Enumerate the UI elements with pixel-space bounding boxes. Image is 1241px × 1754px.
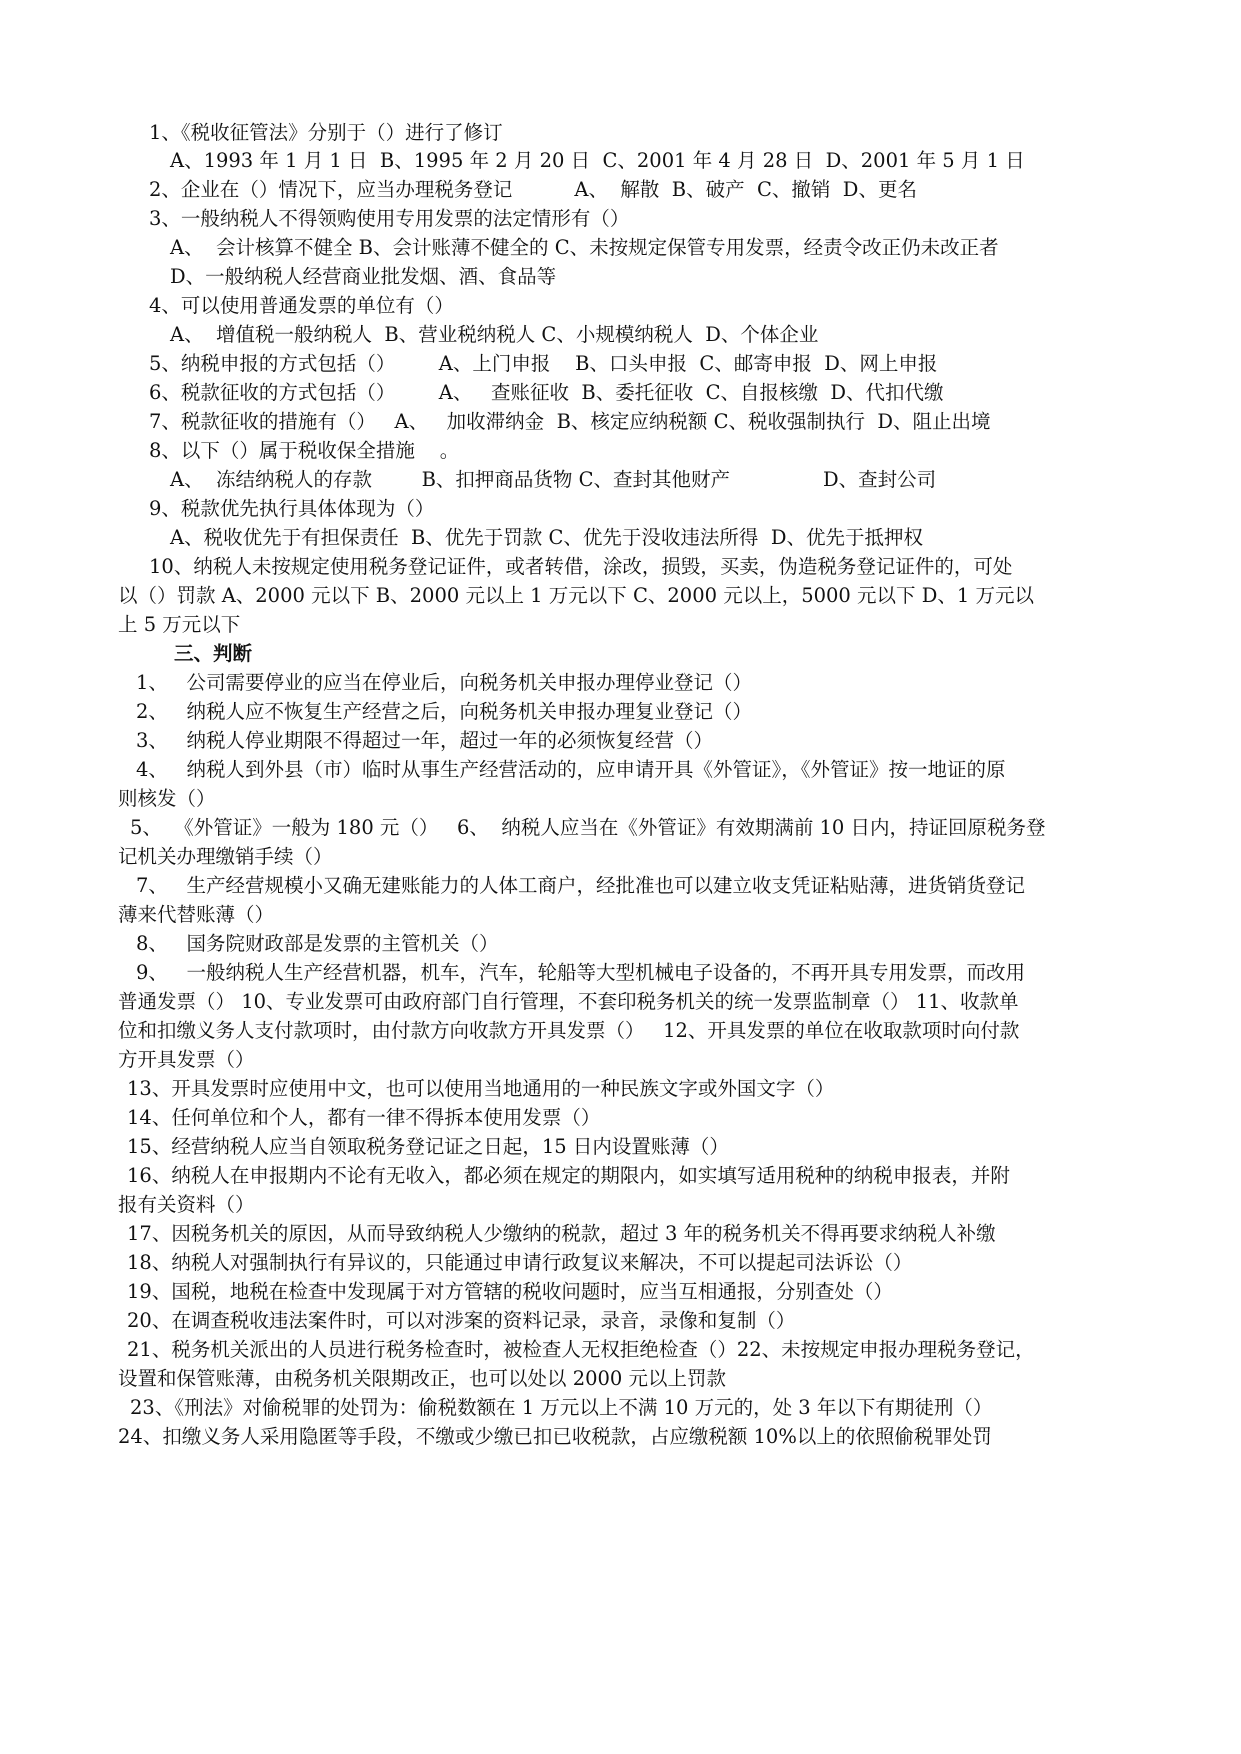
question-3-option-d: D、一般纳税人经营商业批发烟、酒、食品等: [170, 265, 557, 288]
judgment-19: 19、国税，地税在检查中发现属于对方管辖的税收问题时，应当互相通报，分别查处（）: [127, 1280, 893, 1303]
question-4-text: 4、可以使用普通发票的单位有（）: [149, 294, 454, 317]
judgment-7-continued: 薄来代替账薄（）: [118, 903, 275, 926]
judgment-23: 23、《刑法》对偷税罪的处罚为：偷税数额在 1 万元以上不满 10 万元的，处 3 年以下有期徒刑（）: [130, 1396, 993, 1419]
judgment-6-continued: 记机关办理缴销手续（）: [118, 845, 333, 868]
judgment-20: 20、在调查税收违法案件时，可以对涉案的资料记录，录音，录像和复制（）: [127, 1309, 796, 1332]
judgment-4-continued: 则核发（）: [118, 787, 216, 810]
judgment-8: 8、 国务院财政部是发票的主管机关（）: [136, 932, 499, 955]
judgment-21-22: 21、税务机关派出的人员进行税务检查时，被检查人无权拒绝检查（）22、未按规定申报办理税务登记，: [127, 1338, 1035, 1361]
judgment-18: 18、纳税人对强制执行有异议的，只能通过申请行政复议来解决，不可以提起司法诉讼（）: [127, 1251, 913, 1274]
judgment-12-continued: 方开具发票（）: [118, 1048, 255, 1071]
judgment-22-continued: 设置和保管账薄，由税务机关限期改正，也可以处以 2000 元以上罚款: [118, 1367, 727, 1390]
judgment-15: 15、经营纳税人应当自领取税务登记证之日起，15 日内设置账薄（）: [127, 1135, 729, 1158]
question-6-text: 6、税款征收的方式包括（） A、 查账征收 B、委托征收 C、自报核缴 D、代扣代缴: [149, 381, 944, 404]
question-8-text: 8、以下（）属于税收保全措施 。: [149, 439, 460, 462]
question-7-text: 7、税款征收的措施有（） A、 加收滞纳金 B、核定应纳税额 C、税收强制执行 D、阻止出境: [149, 410, 991, 433]
question-1-text: 1、《税收征管法》分别于（）进行了修订: [149, 121, 503, 144]
judgment-17: 17、因税务机关的原因，从而导致纳税人少缴纳的税款，超过 3 年的税务机关不得再要求纳税人补缴: [127, 1222, 996, 1245]
question-4-options: A、 增值税一般纳税人 B、营业税纳税人 C、小规模纳税人 D、个体企业: [170, 323, 819, 346]
question-2-text: 2、企业在（）情况下，应当办理税务登记 A、 解散 B、破产 C、撤销 D、更名: [149, 178, 917, 201]
judgment-14: 14、任何单位和个人，都有一律不得拆本使用发票（）: [127, 1106, 601, 1129]
judgment-9-12-continued: 普通发票（） 10、专业发票可由政府部门自行管理，不套印税务机关的统一发票监制章（） 11、收款单: [118, 990, 1019, 1013]
question-9-options: A、税收优先于有担保责任 B、优先于罚款 C、优先于没收违法所得 D、优先于抵押权: [170, 526, 923, 549]
judgment-4: 4、 纳税人到外县（市）临时从事生产经营活动的，应申请开具《外管证》，《外管证》按一地证的原: [136, 758, 1006, 781]
question-9-text: 9、税款优先执行具体体现为（）: [149, 497, 435, 520]
judgment-13: 13、开具发票时应使用中文，也可以使用当地通用的一种民族文字或外国文字（）: [127, 1077, 835, 1100]
judgment-5-6: 5、 《外管证》一般为 180 元（） 6、 纳税人应当在《外管证》有效期满前 10 日内，持证回原税务登: [130, 816, 1046, 839]
question-1-options: A、1993 年 1 月 1 日 B、1995 年 2 月 20 日 C、2001 年 4 月 28 日 D、2001 年 5 月 1 日: [170, 149, 1025, 172]
judgment-3: 3、 纳税人停业期限不得超过一年，超过一年的必须恢复经营（）: [136, 729, 714, 752]
judgment-16-continued: 报有关资料（）: [118, 1193, 255, 1216]
judgment-1: 1、 公司需要停业的应当在停业后，向税务机关申报办理停业登记（）: [136, 671, 753, 694]
judgment-9: 9、 一般纳税人生产经营机器，机车，汽车，轮船等大型机械电子设备的，不再开具专用发票，而改用: [136, 961, 1026, 984]
question-3-options: A、 会计核算不健全 B、会计账薄不健全的 C、未按规定保管专用发票，经责令改正仍未改正者: [170, 236, 999, 259]
judgment-2: 2、 纳税人应不恢复生产经营之后，向税务机关申报办理复业登记（）: [136, 700, 753, 723]
judgment-11-continued: 位和扣缴义务人支付款项时，由付款方向收款方开具发票（） 12、开具发票的单位在收取款项时向付款: [118, 1019, 1020, 1042]
question-5-text: 5、纳税申报的方式包括（） A、上门申报 B、口头申报 C、邮寄申报 D、网上申报: [149, 352, 938, 375]
section-heading: 三、判断: [174, 642, 253, 665]
question-3-text: 3、一般纳税人不得领购使用专用发票的法定情形有（）: [149, 207, 630, 230]
judgment-24: 24、扣缴义务人采用隐匿等手段，不缴或少缴已扣已收税款，占应缴税额 10%以上的依照偷税罪处罚: [118, 1425, 992, 1448]
question-10-continued: 上 5 万元以下: [118, 613, 241, 636]
question-10-continued: 以（）罚款 A、2000 元以下 B、2000 元以上 1 万元以下 C、2000 元以上，5000 元以下 D、1 万元以: [118, 584, 1034, 607]
question-10-text: 10、纳税人未按规定使用税务登记证件，或者转借，涂改，损毁，买卖，伪造税务登记证件的，可处: [149, 555, 1013, 578]
question-8-options: A、 冻结纳税人的存款 B、扣押商品货物 C、查封其他财产 D、查封公司: [170, 468, 937, 491]
judgment-16: 16、纳税人在申报期内不论有无收入，都必须在规定的期限内，如实填写适用税种的纳税申报表，并附: [127, 1164, 1010, 1187]
judgment-7: 7、 生产经营规模小又确无建账能力的人体工商户，经批准也可以建立收支凭证粘贴薄，进货销货登记: [136, 874, 1026, 897]
